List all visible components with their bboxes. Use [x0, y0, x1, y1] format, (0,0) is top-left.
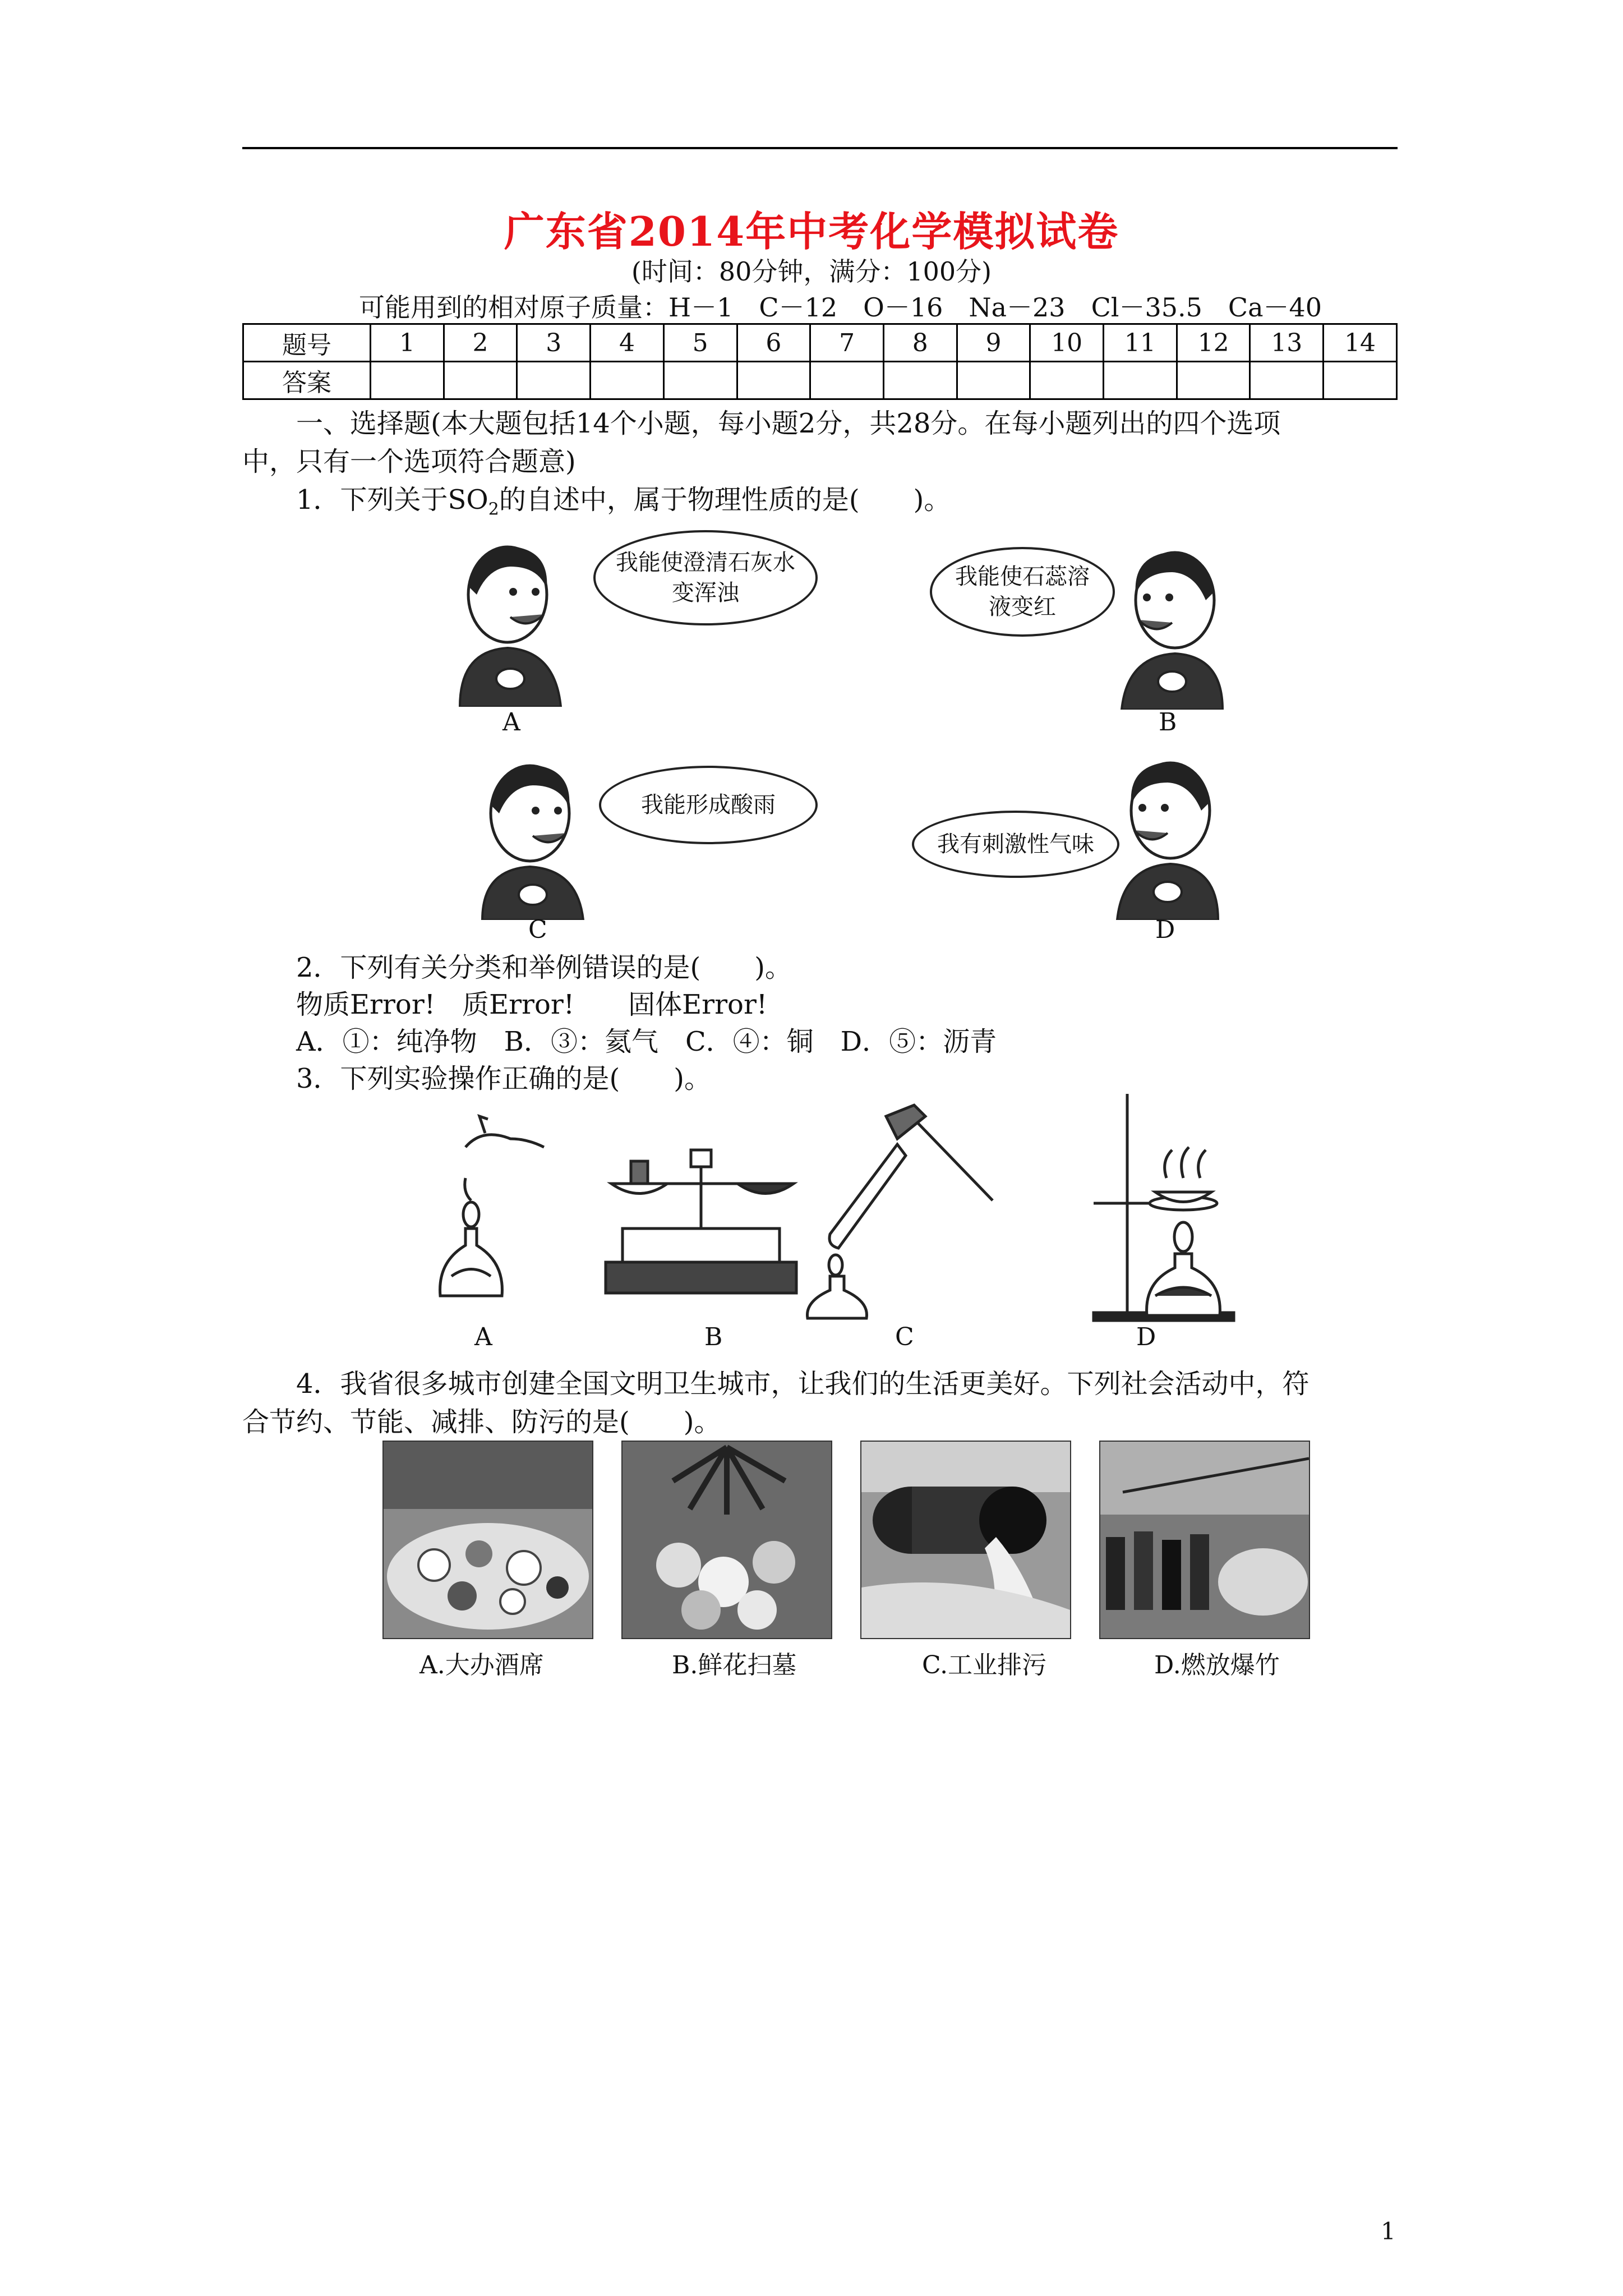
answer-cell[interactable] [810, 362, 884, 399]
answer-cell[interactable] [883, 362, 957, 399]
row-label-number: 题号 [243, 324, 371, 362]
alcohol-lamp-a-icon [440, 1116, 544, 1296]
answer-cell[interactable] [1030, 362, 1104, 399]
answer-table-number-row [243, 324, 1397, 362]
answer-cell[interactable] [1177, 362, 1250, 399]
cartoon-boy-a [443, 533, 578, 707]
question-number-cell: 4 [591, 324, 664, 362]
question-number-cell: 9 [957, 324, 1030, 362]
q1-option-a-label[interactable]: A [502, 708, 520, 737]
question-number-cell: 11 [1104, 324, 1177, 362]
q2-stem: 2．下列有关分类和举例错误的是( )。 [296, 952, 792, 983]
answer-cell[interactable] [517, 362, 591, 399]
answer-table-answer-row [243, 362, 1397, 399]
answer-cell[interactable] [444, 362, 517, 399]
q3-option-b-label[interactable]: B [704, 1323, 723, 1351]
answer-cell[interactable] [1104, 362, 1177, 399]
bubble-d: 我有刺激性气味 [912, 811, 1119, 878]
answer-cell[interactable] [371, 362, 444, 399]
question-number-cell: 12 [1177, 324, 1250, 362]
bubble-a: 我能使澄清石灰水变浑浊 [593, 530, 818, 625]
q1-option-b-label[interactable]: B [1159, 708, 1177, 737]
answer-cell[interactable] [591, 362, 664, 399]
photo-banquet [382, 1441, 593, 1639]
exam-subtitle: (时间：80分钟，满分：100分) [631, 256, 992, 287]
q2-options: A．①：纯净物 B．③：氦气 C．④：铜 D．⑤：沥青 [296, 1026, 997, 1057]
lab-operations-figure [432, 1094, 1262, 1329]
answer-cell[interactable] [1324, 362, 1397, 399]
question-number-cell: 3 [517, 324, 591, 362]
header-rule [242, 147, 1398, 149]
question-number-cell: 5 [663, 324, 737, 362]
answer-cell[interactable] [737, 362, 810, 399]
page-number: 1 [1381, 2217, 1396, 2245]
bubble-b: 我能使石蕊溶液变红 [930, 547, 1115, 637]
question-number-cell: 2 [444, 324, 517, 362]
question-number-cell: 6 [737, 324, 810, 362]
q4-line2: 合节约、节能、减排、防污的是( )。 [242, 1406, 721, 1438]
q1-stem: 1．下列关于$SO_2$的自述中，属于物理性质的是( )。 [296, 484, 951, 519]
q1-option-d-label[interactable]: D [1155, 915, 1175, 944]
q4-option-d-label[interactable]: D.燃放爆竹 [1154, 1651, 1280, 1680]
answer-cell[interactable] [663, 362, 737, 399]
question-number-cell: 7 [810, 324, 884, 362]
q4-option-b-label[interactable]: B.鲜花扫墓 [672, 1651, 797, 1680]
question-number-cell: 8 [883, 324, 957, 362]
q3-option-c-label[interactable]: C [895, 1323, 914, 1351]
answer-cell[interactable] [1250, 362, 1324, 399]
question-number-cell: 10 [1030, 324, 1104, 362]
question-number-cell: 14 [1324, 324, 1397, 362]
test-tube-heating-c-icon [808, 1105, 993, 1318]
q3-option-a-label[interactable]: A [474, 1323, 492, 1351]
question-number-cell: 13 [1250, 324, 1324, 362]
balance-b-icon [606, 1150, 796, 1293]
evaporation-d-icon [1094, 1094, 1234, 1320]
section1-line2: 中，只有一个选项符合题意) [242, 446, 576, 477]
question-number-cell: 1 [371, 324, 444, 362]
exam-title: 广东省2014年中考化学模拟试卷 [504, 208, 1119, 255]
answer-cell[interactable] [957, 362, 1030, 399]
photo-flowers [621, 1441, 832, 1639]
cartoon-boy-b [1105, 541, 1239, 710]
answer-table [242, 323, 1398, 400]
atomic-masses: 可能用到的相对原子质量：H－1 C－12 O－16 Na－23 Cl－35.5 Ca－40 [359, 292, 1322, 323]
q1-option-c-label[interactable]: C [528, 915, 547, 944]
q3-option-d-label[interactable]: D [1136, 1323, 1156, 1351]
row-label-answer: 答案 [243, 362, 371, 399]
photo-firecrackers [1099, 1441, 1310, 1639]
cartoon-boy-d [1100, 752, 1235, 920]
bubble-c: 我能形成酸雨 [599, 766, 818, 844]
section1-line1: 一、选择题(本大题包括14个小题，每小题2分，共28分。在每小题列出的四个选项 [296, 408, 1281, 439]
cartoon-boy-c [465, 752, 600, 920]
q4-line1: 4．我省很多城市创建全国文明卫生城市，让我们的生活更美好。下列社会活动中，符 [296, 1368, 1310, 1400]
q2-diagram-line: 物质Error! 质Error! 固体Error! [296, 989, 768, 1020]
photo-industrial-discharge [860, 1441, 1071, 1639]
q4-option-a-label[interactable]: A.大办酒席 [419, 1651, 544, 1680]
q3-stem: 3．下列实验操作正确的是( )。 [296, 1063, 711, 1094]
q4-option-c-label[interactable]: C.工业排污 [922, 1651, 1047, 1680]
